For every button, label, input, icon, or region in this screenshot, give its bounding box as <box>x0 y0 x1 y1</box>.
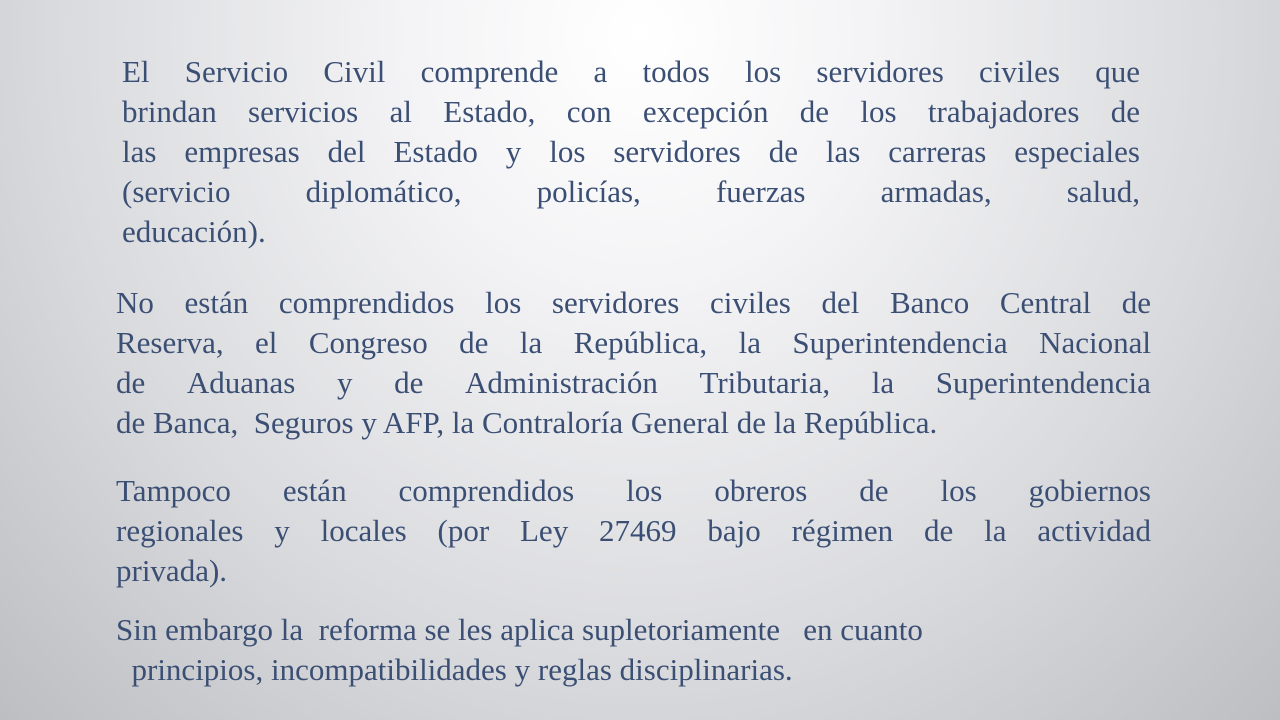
paragraph-line: de Aduanas y de Administración Tributaria, la Superintendencia <box>116 365 1151 400</box>
paragraph-line: regionales y locales (por Ley 27469 bajo régimen de la actividad <box>116 513 1151 548</box>
paragraph-line: las empresas del Estado y los servidores de las carreras especiales <box>122 134 1140 169</box>
paragraph-sin-embargo <box>116 610 1151 690</box>
paragraph-line: Sin embargo la reforma se les aplica supletoriamente en cuanto <box>116 612 923 647</box>
paragraph-line: Tampoco están comprendidos los obreros de los gobiernos <box>116 473 1151 508</box>
paragraph-line: El Servicio Civil comprende a todos los servidores civiles que <box>122 54 1140 89</box>
paragraph-line: de Banca, Seguros y AFP, la Contraloría General de la República. <box>116 405 938 440</box>
paragraph-line: privada). <box>116 553 228 588</box>
paragraph-line: brindan servicios al Estado, con excepción de los trabajadores de <box>122 94 1140 129</box>
paragraph-obreros <box>116 471 1151 591</box>
paragraph-servicio-civil <box>122 52 1140 252</box>
paragraph-line: (servicio diplomático, policías, fuerzas armadas, salud, <box>122 174 1140 209</box>
paragraph-line: Reserva, el Congreso de la República, la Superintendencia Nacional <box>116 325 1151 360</box>
paragraph-line: educación). <box>122 214 266 249</box>
paragraph-line: No están comprendidos los servidores civiles del Banco Central de <box>116 285 1151 320</box>
paragraph-line: principios, incompatibilidades y reglas disciplinarias. <box>116 652 793 687</box>
paragraph-no-comprendidos <box>116 283 1151 443</box>
